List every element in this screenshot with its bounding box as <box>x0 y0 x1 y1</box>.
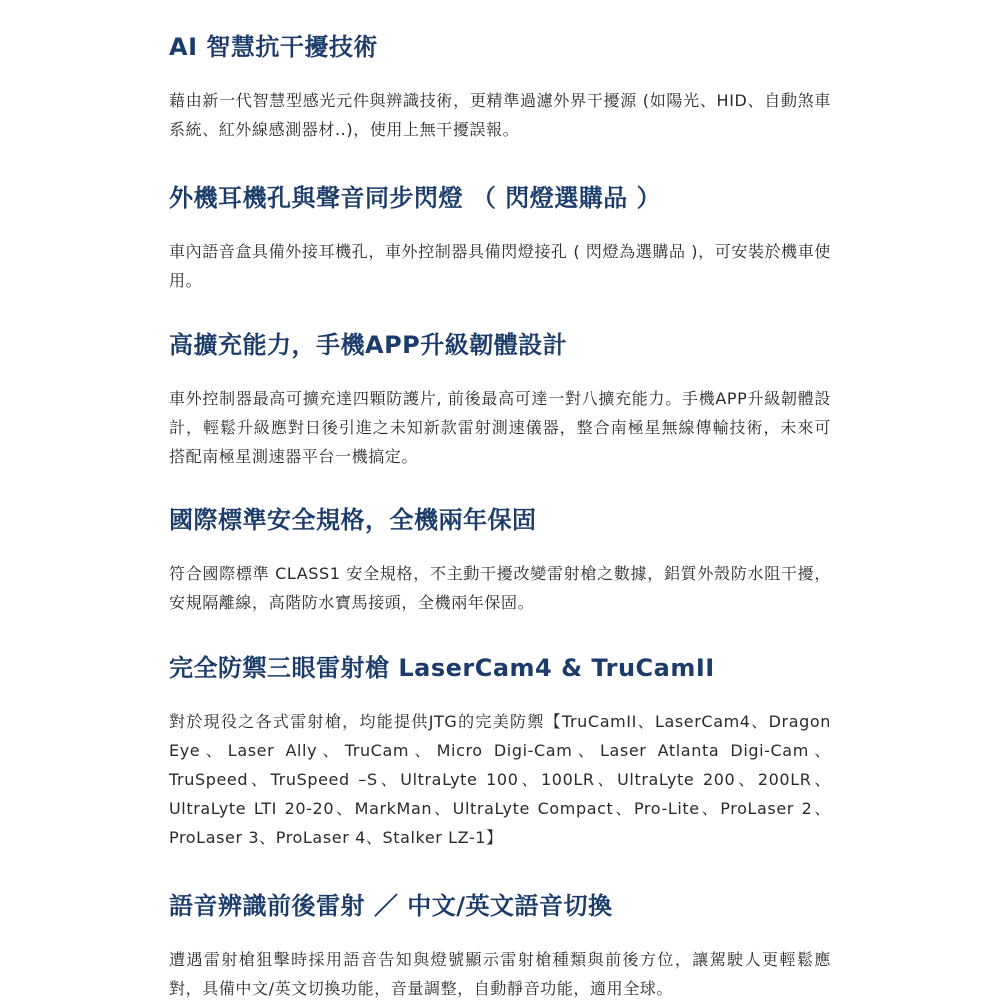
section-safety-warranty <box>169 505 831 617</box>
section-expansion-app <box>169 330 831 471</box>
section-body: 對於現役之各式雷射槍，均能提供JTG的完美防禦【TruCamII、LaserCam4、Dragon Eye、Laser Ally、TruCam、Micro Digi-Cam、Laser Atlanta Digi-Cam、TruSpeed、TruSpeed –S、UltraLyte 100、100LR、UltraLyte 200、200LR、UltraLyte LTI 20-20、MarkMan、UltraLyte Compact、Pro-Lite、ProLaser 2、ProLaser 3、ProLaser 4、Stalker LZ-1】 <box>169 712 831 847</box>
section-body: 車外控制器最高可擴充達四顆防護片, 前後最高可達一對八擴充能力。手機APP升級韌體設計，輕鬆升級應對日後引進之未知新款雷射測速儀器，整合南極星無線傳輸技術，未來可搭配南極星測速器平台一機搞定。 <box>169 389 831 466</box>
section-heading: 外機耳機孔與聲音同步閃燈 （ 閃燈選購品 ） <box>169 184 662 212</box>
section-heading: 完全防禦三眼雷射槍 LaserCam4 & TruCamII <box>169 654 715 682</box>
section-heading: AI 智慧抗干擾技術 <box>169 33 378 61</box>
section-voice-recognition <box>169 891 831 1003</box>
section-body: 車內語音盒具備外接耳機孔，車外控制器具備閃燈接孔 ( 閃燈為選購品 )，可安裝於機車使用。 <box>169 242 831 290</box>
section-body: 遭遇雷射槍狙擊時採用語音告知與燈號顯示雷射槍種類與前後方位，讓駕駛人更輕鬆應對，具備中文/英文切換功能，音量調整，自動靜音功能，適用全球。 <box>169 950 831 998</box>
section-heading: 國際標準安全規格，全機兩年保固 <box>169 506 537 534</box>
section-body: 藉由新一代智慧型感光元件與辨識技術，更精準過濾外界干擾源 (如陽光、HID、自動煞車系統、紅外線感測器材..)，使用上無干擾誤報。 <box>169 91 831 139</box>
section-heading: 高擴充能力，手機APP升級韌體設計 <box>169 331 568 359</box>
section-laser-defense <box>169 653 831 852</box>
section-ai-anti-interference <box>169 32 831 144</box>
section-earphone-flash <box>169 183 831 295</box>
section-body: 符合國際標準 CLASS1 安全規格，不主動干擾改變雷射槍之數據，鋁質外殼防水阻干擾，安規隔離線，高階防水寶馬接頭，全機兩年保固。 <box>169 564 831 612</box>
section-heading: 語音辨識前後雷射 ／ 中文/英文語音切換 <box>169 892 613 920</box>
